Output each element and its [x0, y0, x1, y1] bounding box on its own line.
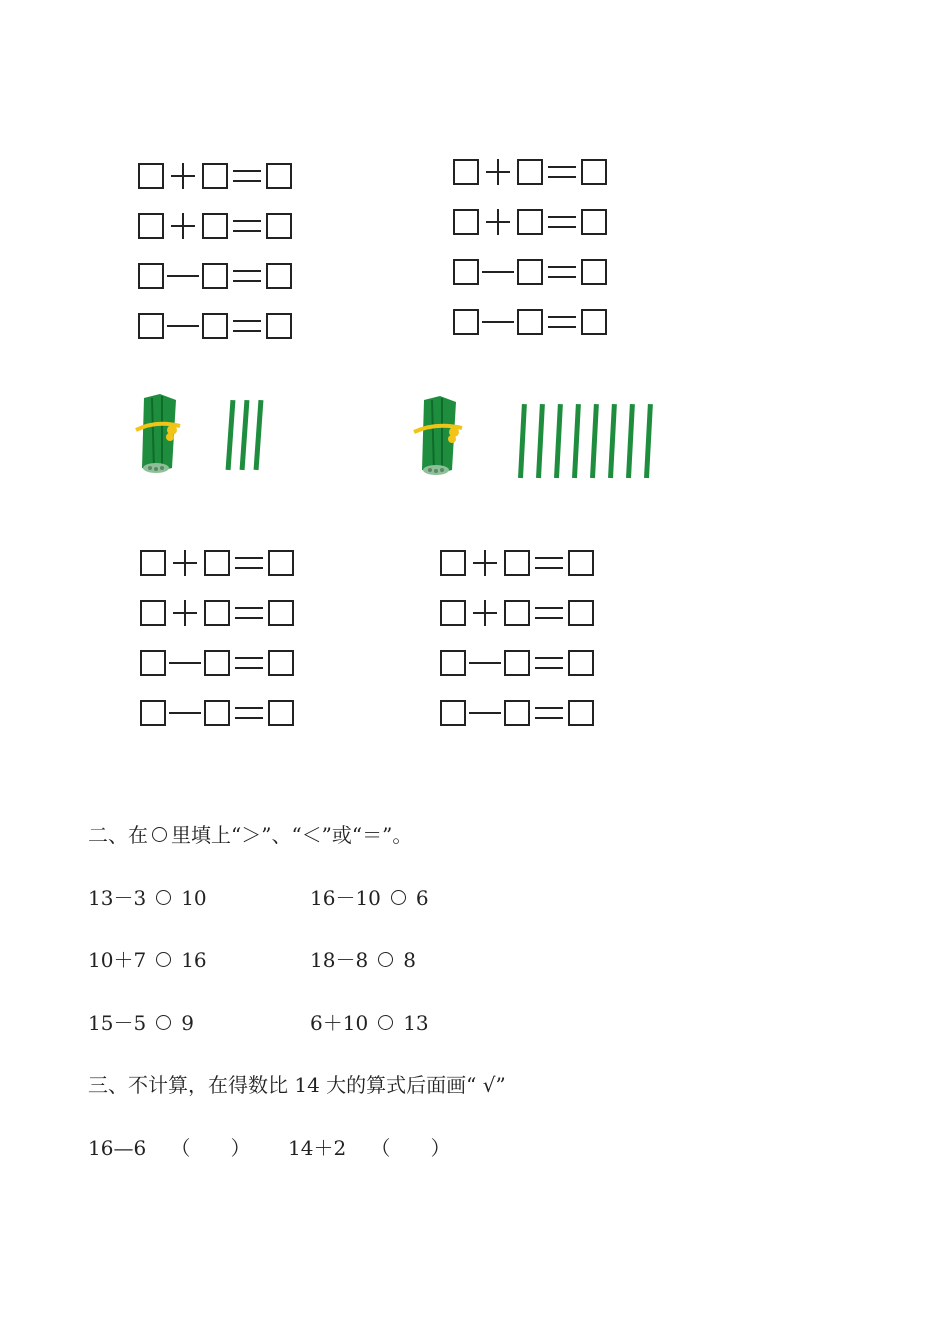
answer-box[interactable]	[440, 650, 466, 676]
loose-sticks	[226, 400, 264, 470]
equation-row	[140, 688, 294, 738]
answer-circle[interactable]	[156, 1015, 171, 1030]
comparison-problem-1: 13－3 10	[88, 886, 207, 910]
answer-circle[interactable]	[391, 890, 406, 905]
plus-sign	[166, 550, 204, 576]
answer-box[interactable]	[138, 263, 164, 289]
equation-row	[440, 638, 594, 688]
equals-sign	[230, 550, 268, 576]
answer-box[interactable]	[440, 700, 466, 726]
answer-box[interactable]	[581, 309, 607, 335]
equation-row	[138, 151, 292, 201]
comparison-problem-4: 18－8 8	[310, 948, 416, 972]
minus-sign	[166, 650, 204, 676]
answer-box[interactable]	[266, 313, 292, 339]
loose-stick	[254, 400, 264, 470]
equation-row	[453, 197, 607, 247]
equation-row	[140, 588, 294, 638]
answer-circle[interactable]	[156, 952, 171, 967]
equals-sign	[530, 600, 568, 626]
answer-box[interactable]	[453, 209, 479, 235]
equals-sign	[228, 313, 266, 339]
minus-sign	[164, 313, 202, 339]
minus-sign	[479, 309, 517, 335]
answer-box[interactable]	[204, 550, 230, 576]
equation-row	[138, 301, 292, 351]
minus-sign	[466, 700, 504, 726]
equation-row	[453, 297, 607, 347]
answer-box[interactable]	[202, 313, 228, 339]
comparison-problem-6: 6＋10 13	[310, 1011, 429, 1035]
sticks-picture-13	[130, 390, 290, 480]
answer-box[interactable]	[568, 700, 594, 726]
loose-stick	[626, 404, 635, 478]
equals-sign	[543, 309, 581, 335]
plus-sign	[164, 163, 202, 189]
loose-stick	[608, 404, 617, 478]
section2-title	[88, 823, 412, 847]
equals-sign	[543, 159, 581, 185]
answer-circle[interactable]	[378, 952, 393, 967]
equation-row	[140, 638, 294, 688]
answer-box[interactable]	[268, 650, 294, 676]
equals-sign	[228, 263, 266, 289]
answer-box[interactable]	[504, 650, 530, 676]
answer-box[interactable]	[440, 600, 466, 626]
plus-sign	[166, 600, 204, 626]
answer-blank[interactable]: （ ）	[370, 1136, 451, 1160]
answer-box[interactable]	[517, 159, 543, 185]
answer-box[interactable]	[268, 550, 294, 576]
equals-sign	[230, 700, 268, 726]
answer-box[interactable]	[517, 209, 543, 235]
equation-row	[440, 588, 594, 638]
answer-box[interactable]	[568, 600, 594, 626]
answer-box[interactable]	[202, 263, 228, 289]
equals-sign	[228, 213, 266, 239]
bundle-of-ten-sticks	[414, 396, 462, 475]
equation-row	[138, 251, 292, 301]
bundle-of-ten-sticks	[136, 394, 180, 473]
answer-box[interactable]	[202, 163, 228, 189]
answer-box[interactable]	[266, 163, 292, 189]
plus-sign	[164, 213, 202, 239]
equation-row	[140, 538, 294, 588]
check-item-2: 14＋2 （ ）	[288, 1136, 451, 1160]
equation-row	[138, 201, 292, 251]
loose-stick	[590, 404, 599, 478]
equation-group-3	[140, 538, 294, 738]
loose-stick	[536, 404, 545, 478]
minus-sign	[479, 259, 517, 285]
loose-sticks	[518, 404, 653, 478]
answer-box[interactable]	[140, 650, 166, 676]
check-item-1: 16—6 （ ）	[88, 1136, 251, 1160]
equation-group-1	[138, 151, 292, 351]
answer-box[interactable]	[568, 650, 594, 676]
answer-box[interactable]	[504, 550, 530, 576]
plus-sign	[479, 159, 517, 185]
answer-box[interactable]	[453, 259, 479, 285]
answer-box[interactable]	[138, 163, 164, 189]
equation-row	[453, 247, 607, 297]
loose-stick	[644, 404, 653, 478]
answer-box[interactable]	[204, 700, 230, 726]
comparison-problem-3: 10＋7 16	[88, 948, 207, 972]
answer-box[interactable]	[204, 600, 230, 626]
equals-sign	[530, 550, 568, 576]
comparison-problem-5: 15－5 9	[88, 1011, 194, 1035]
answer-box[interactable]	[266, 263, 292, 289]
equals-sign	[543, 209, 581, 235]
answer-box[interactable]	[504, 700, 530, 726]
equation-group-4	[440, 538, 594, 738]
loose-stick	[572, 404, 581, 478]
equals-sign	[530, 700, 568, 726]
circle-icon	[152, 827, 167, 842]
equals-sign	[543, 259, 581, 285]
minus-sign	[164, 263, 202, 289]
plus-sign	[466, 600, 504, 626]
answer-box[interactable]	[453, 309, 479, 335]
section2-title-prefix: 二、在	[88, 823, 148, 847]
equation-group-2	[453, 147, 607, 347]
answer-box[interactable]	[517, 309, 543, 335]
answer-box[interactable]	[138, 213, 164, 239]
answer-box[interactable]	[581, 159, 607, 185]
sticks-picture-18	[410, 390, 680, 485]
loose-stick	[240, 400, 250, 470]
answer-box[interactable]	[268, 700, 294, 726]
equals-sign	[530, 650, 568, 676]
equation-row	[440, 538, 594, 588]
answer-box[interactable]	[568, 550, 594, 576]
loose-stick	[518, 404, 527, 478]
answer-box[interactable]	[140, 600, 166, 626]
equation-row	[453, 147, 607, 197]
answer-circle[interactable]	[156, 890, 171, 905]
answer-blank[interactable]: （ ）	[170, 1136, 251, 1160]
plus-sign	[479, 209, 517, 235]
loose-stick	[554, 404, 563, 478]
answer-box[interactable]	[266, 213, 292, 239]
equals-sign	[228, 163, 266, 189]
answer-box[interactable]	[140, 700, 166, 726]
answer-box[interactable]	[504, 600, 530, 626]
plus-sign	[466, 550, 504, 576]
answer-box[interactable]	[268, 600, 294, 626]
answer-box[interactable]	[453, 159, 479, 185]
equation-row	[440, 688, 594, 738]
equals-sign	[230, 600, 268, 626]
answer-box[interactable]	[202, 213, 228, 239]
answer-box[interactable]	[140, 550, 166, 576]
answer-box[interactable]	[138, 313, 164, 339]
minus-sign	[166, 700, 204, 726]
section3-title: 三、不计算，在得数比 14 大的算式后面画“ √”	[88, 1073, 506, 1097]
loose-stick	[226, 400, 236, 470]
section2-title-suffix: 里填上“＞”、“＜”或“＝”。	[171, 823, 413, 847]
equals-sign	[230, 650, 268, 676]
answer-box[interactable]	[517, 259, 543, 285]
comparison-problem-2: 16－10 6	[310, 886, 429, 910]
answer-box[interactable]	[581, 259, 607, 285]
answer-box[interactable]	[204, 650, 230, 676]
answer-box[interactable]	[581, 209, 607, 235]
answer-circle[interactable]	[378, 1015, 393, 1030]
answer-box[interactable]	[440, 550, 466, 576]
minus-sign	[466, 650, 504, 676]
